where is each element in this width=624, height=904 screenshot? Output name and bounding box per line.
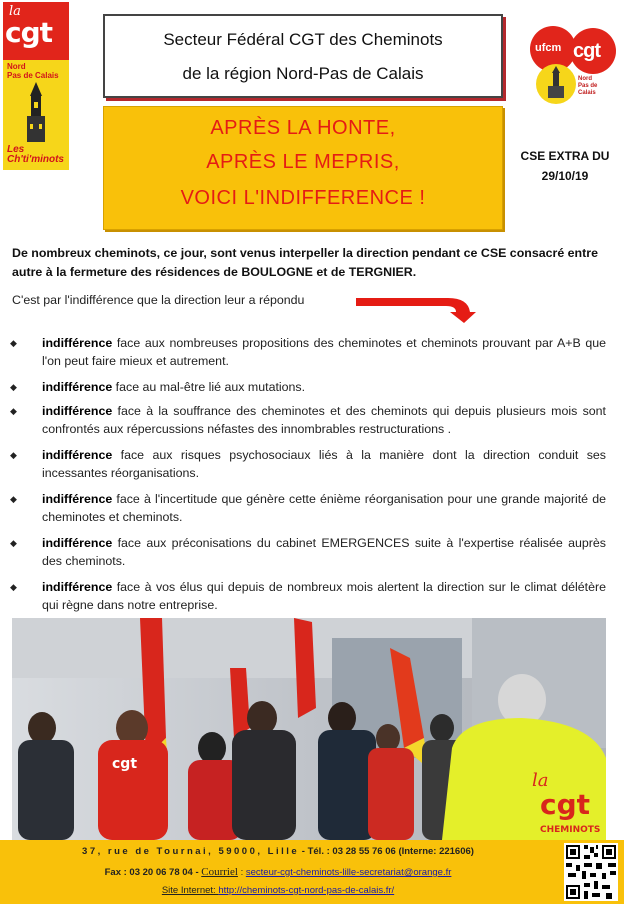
- diamond-bullet-icon: ◆: [10, 582, 17, 592]
- intro-paragraph: De nombreux cheminots, ce jour, sont venus interpeller la direction pendant ce CSE consacré entre autre à la fermeture des résidences de BOULOGNE et de TERGNIER.: [12, 246, 598, 279]
- ufcm-text: ufcm: [535, 42, 562, 54]
- footer-colon: :: [237, 867, 246, 878]
- cse-date-value: 29/10/19: [541, 169, 589, 183]
- bullet-text: face à vos élus qui depuis de nombreux mois alertent la direction sur le climat délétère qui règne dans notre entreprise.: [42, 580, 606, 612]
- footer-site-line: [68, 885, 488, 896]
- bullet-text: face à la souffrance des cheminotes et des cheminots qui depuis plusieurs mois sont confrontés aux répercussions néfastes des innombrables restructurations .: [42, 404, 606, 436]
- bullet-item: [8, 446, 606, 482]
- diamond-bullet-icon: ◆: [10, 450, 17, 460]
- red-arrow-icon: [356, 292, 486, 324]
- bullet-text: face aux nombreuses propositions des cheminotes et cheminots prouvant par A+B que l'on peut faire mieux et autrement.: [42, 336, 606, 368]
- logo-chti-line1: Les: [7, 144, 25, 155]
- bullet-text: face aux préconisations du cabinet EMERGENCES suite à l'expertise réalisée auprès des cheminots.: [42, 536, 606, 568]
- bullet-keyword: indifférence: [42, 448, 113, 462]
- footer-contact-line: [68, 866, 488, 878]
- yellow-circle: [536, 64, 576, 104]
- headline-line2: APRÈS LE MEPRIS,: [206, 151, 400, 173]
- title-box: [103, 14, 503, 98]
- belfry-small-icon: [536, 64, 576, 104]
- bullet-item: [8, 402, 606, 438]
- bullet-keyword: indifférence: [42, 536, 113, 550]
- protest-photo: [12, 618, 606, 840]
- footer-courriel-label: Courriel: [201, 866, 238, 878]
- diamond-bullet-icon: ◆: [10, 382, 17, 392]
- ufcm-cgt-logo: [530, 26, 616, 108]
- ufcm-region-line1: Nord: [578, 76, 592, 82]
- title-line1: Secteur Fédéral CGT des Cheminots: [163, 30, 443, 49]
- footer: [0, 840, 624, 904]
- diamond-bullet-icon: ◆: [10, 494, 17, 504]
- protest-photo-illustration: [12, 618, 606, 840]
- bullet-item: [8, 334, 606, 370]
- ufcm-region-line2: Pas de Calais: [578, 83, 598, 96]
- bullet-item: [8, 578, 606, 614]
- logo-chtiminots: [7, 145, 64, 165]
- qr-code-icon: [564, 843, 618, 901]
- bullet-keyword: indifférence: [42, 336, 113, 350]
- footer-fax: Fax : 03 20 06 78 04 -: [104, 867, 202, 878]
- footer-site-link[interactable]: http://cheminots-cgt-nord-pas-de-calais.fr/: [218, 885, 395, 896]
- logo-region-line1: Nord: [7, 62, 26, 71]
- bullet-text: face aux risques psychosociaux liés à la manière dont la direction conduit ses incessantes réorganisations.: [42, 448, 606, 480]
- footer-site-label: Site Internet:: [161, 885, 219, 896]
- headline-line3: VOICI L'INDIFFERENCE !: [180, 187, 426, 209]
- bullet-keyword: indifférence: [42, 580, 113, 594]
- vest-cgt: cgt: [540, 788, 591, 821]
- bullet-text: face à l'incertitude que génère cette énième réorganisation pour une grande majorité de cheminotes et cheminots.: [42, 492, 606, 524]
- footer-tel: - Tél. : 03 28 55 76 06 (Interne: 221606): [299, 846, 474, 857]
- bullet-keyword: indifférence: [42, 380, 113, 394]
- logo-region-line2: Pas de Calais: [7, 71, 59, 80]
- vest-cheminots: CHEMINOTS: [540, 825, 601, 835]
- bullet-item: [8, 490, 606, 526]
- bullet-keyword: indifférence: [42, 404, 113, 418]
- headline-line1: APRÈS LA HONTE,: [210, 117, 396, 139]
- vest-la: la: [532, 770, 549, 791]
- headline-box: [103, 106, 503, 230]
- footer-address-line: [68, 846, 488, 857]
- cse-date: [513, 146, 617, 186]
- diamond-bullet-icon: ◆: [10, 538, 17, 548]
- logo-region: [7, 62, 59, 80]
- footer-email-link[interactable]: secteur-cgt-cheminots-lille-secretariat@orange.fr: [245, 867, 452, 878]
- cgt-text: cgt: [573, 40, 600, 62]
- cgt-circle: [570, 28, 616, 74]
- logo-cgt: cgt: [5, 16, 53, 49]
- footer-address: 37, rue de Tournai, 59000, Lille: [82, 846, 300, 857]
- answer-line: C'est par l'indifférence que la direction leur a répondu: [12, 293, 305, 307]
- cgt-nord-pas-de-calais-logo: [3, 2, 69, 170]
- diamond-bullet-icon: ◆: [10, 338, 17, 348]
- back-cgt-label: cgt: [112, 756, 138, 772]
- bullet-item: [8, 378, 606, 396]
- belfry-icon: [23, 82, 49, 142]
- logo-chti-line2: Ch'ti'minots: [7, 154, 64, 165]
- title-line2: de la région Nord-Pas de Calais: [182, 64, 424, 83]
- diamond-bullet-icon: ◆: [10, 406, 17, 416]
- bullet-list: [8, 334, 606, 614]
- logo-la: la: [9, 4, 21, 19]
- cse-label: CSE EXTRA DU: [520, 149, 610, 163]
- qr-code[interactable]: [564, 843, 618, 901]
- ufcm-region: [578, 76, 616, 97]
- bullet-keyword: indifférence: [42, 492, 113, 506]
- bullet-text: face au mal-être lié aux mutations.: [112, 380, 306, 394]
- bullet-item: [8, 534, 606, 570]
